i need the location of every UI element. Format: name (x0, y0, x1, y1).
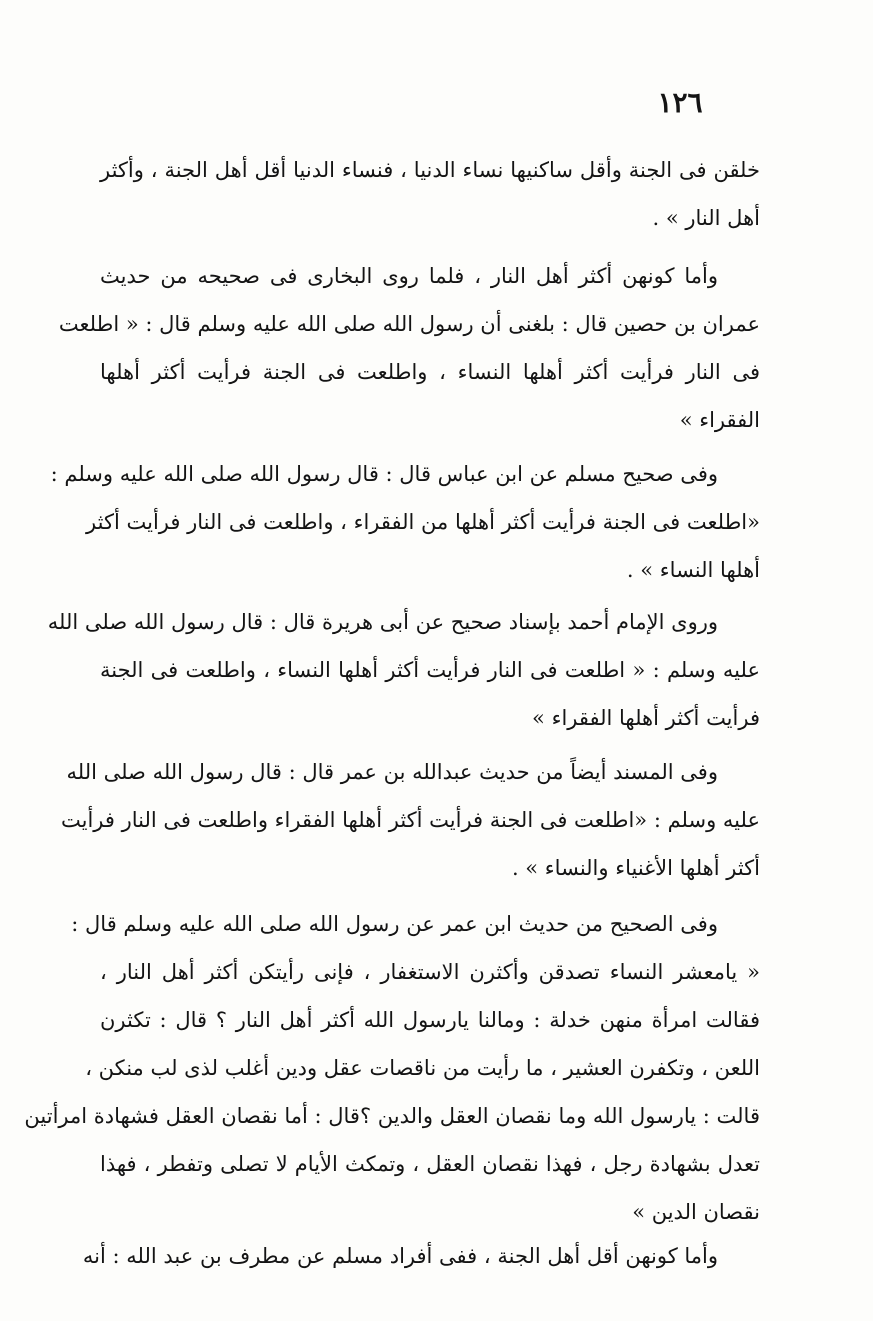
text-line: وفى المسند أيضاً من حديث عبدالله بن عمر قال : قال رسول الله صلى الله (66, 760, 718, 784)
text-line: عمران بن حصين قال : بلغنى أن رسول الله صلى الله عليه وسلم قال : « اطلعت (58, 312, 760, 336)
page-number: ١٢٦ (657, 86, 703, 119)
text-line: خلقن فى الجنة وأقل ساكنيها نساء الدنيا ، فنساء الدنيا أقل أهل الجنة ، وأكثر (100, 158, 760, 182)
text-line: وفى صحيح مسلم عن ابن عباس قال : قال رسول الله صلى الله عليه وسلم : (50, 462, 718, 486)
paragraph-5 (61, 748, 760, 892)
text-line: عليه وسلم : «اطلعت فى الجنة فرأيت أكثر أهلها الفقراء واطلعت فى النار فرأيت (61, 808, 760, 832)
text-line: عليه وسلم : « اطلعت فى النار فرأيت أكثر أهلها النساء ، واطلعت فى الجنة (100, 658, 760, 682)
paragraph-4 (47, 598, 760, 742)
text-line: تعدل بشهادة رجل ، فهذا نقصان العقل ، وتمكث الأيام لا تصلى وتفطر ، فهذا (100, 1152, 760, 1176)
text-line: «اطلعت فى الجنة فرأيت أكثر أهلها من الفقراء ، واطلعت فى النار فرأيت أكثر (86, 510, 760, 534)
paragraph-7 (82, 1232, 760, 1280)
text-line: اللعن ، وتكفرن العشير ، ما رأيت من ناقصات عقل ودين أغلب لذى لب منكن ، (85, 1056, 760, 1080)
text-line: فرأيت أكثر أهلها الفقراء » (532, 706, 760, 730)
text-line: فقالت امرأة منهن خدلة : ومالنا يارسول الله أكثر أهل النار ؟ قال : تكثرن (100, 1008, 760, 1032)
text-line: وأما كونهن أكثر أهل النار ، فلما روى البخارى فى صحيحه من حديث (100, 264, 718, 288)
text-line: قالت : يارسول الله وما نقصان العقل والدين ؟قال : أما نقصان العقل فشهادة امرأتين (24, 1104, 760, 1128)
text-line: أكثر أهلها الأغنياء والنساء » . (511, 856, 760, 880)
text-line: وأما كونهن أقل أهل الجنة ، ففى أفراد مسلم عن مطرف بن عبد الله : أنه (82, 1244, 718, 1268)
paragraph-2 (58, 252, 760, 444)
paragraph-1 (100, 146, 760, 242)
text-line: أهلها النساء » . (626, 558, 760, 582)
paragraph-6 (24, 900, 760, 1236)
text-line: وروى الإمام أحمد بإسناد صحيح عن أبى هريرة قال : قال رسول الله صلى الله (47, 610, 718, 634)
text-line: فى النار فرأيت أكثر أهلها النساء ، واطلعت فى الجنة فرأيت أكثر أهلها (100, 360, 760, 384)
text-line: أهل النار » . (652, 206, 760, 230)
text-line: نقصان الدين » (632, 1200, 760, 1224)
text-line: الفقراء » (679, 408, 760, 432)
paragraph-3 (50, 450, 760, 594)
text-line: « يامعشر النساء تصدقن وأكثرن الاستغفار ، فإنى رأيتكن أكثر أهل النار ، (100, 960, 760, 984)
text-line: وفى الصحيح من حديث ابن عمر عن رسول الله صلى الله عليه وسلم قال : (71, 912, 718, 936)
